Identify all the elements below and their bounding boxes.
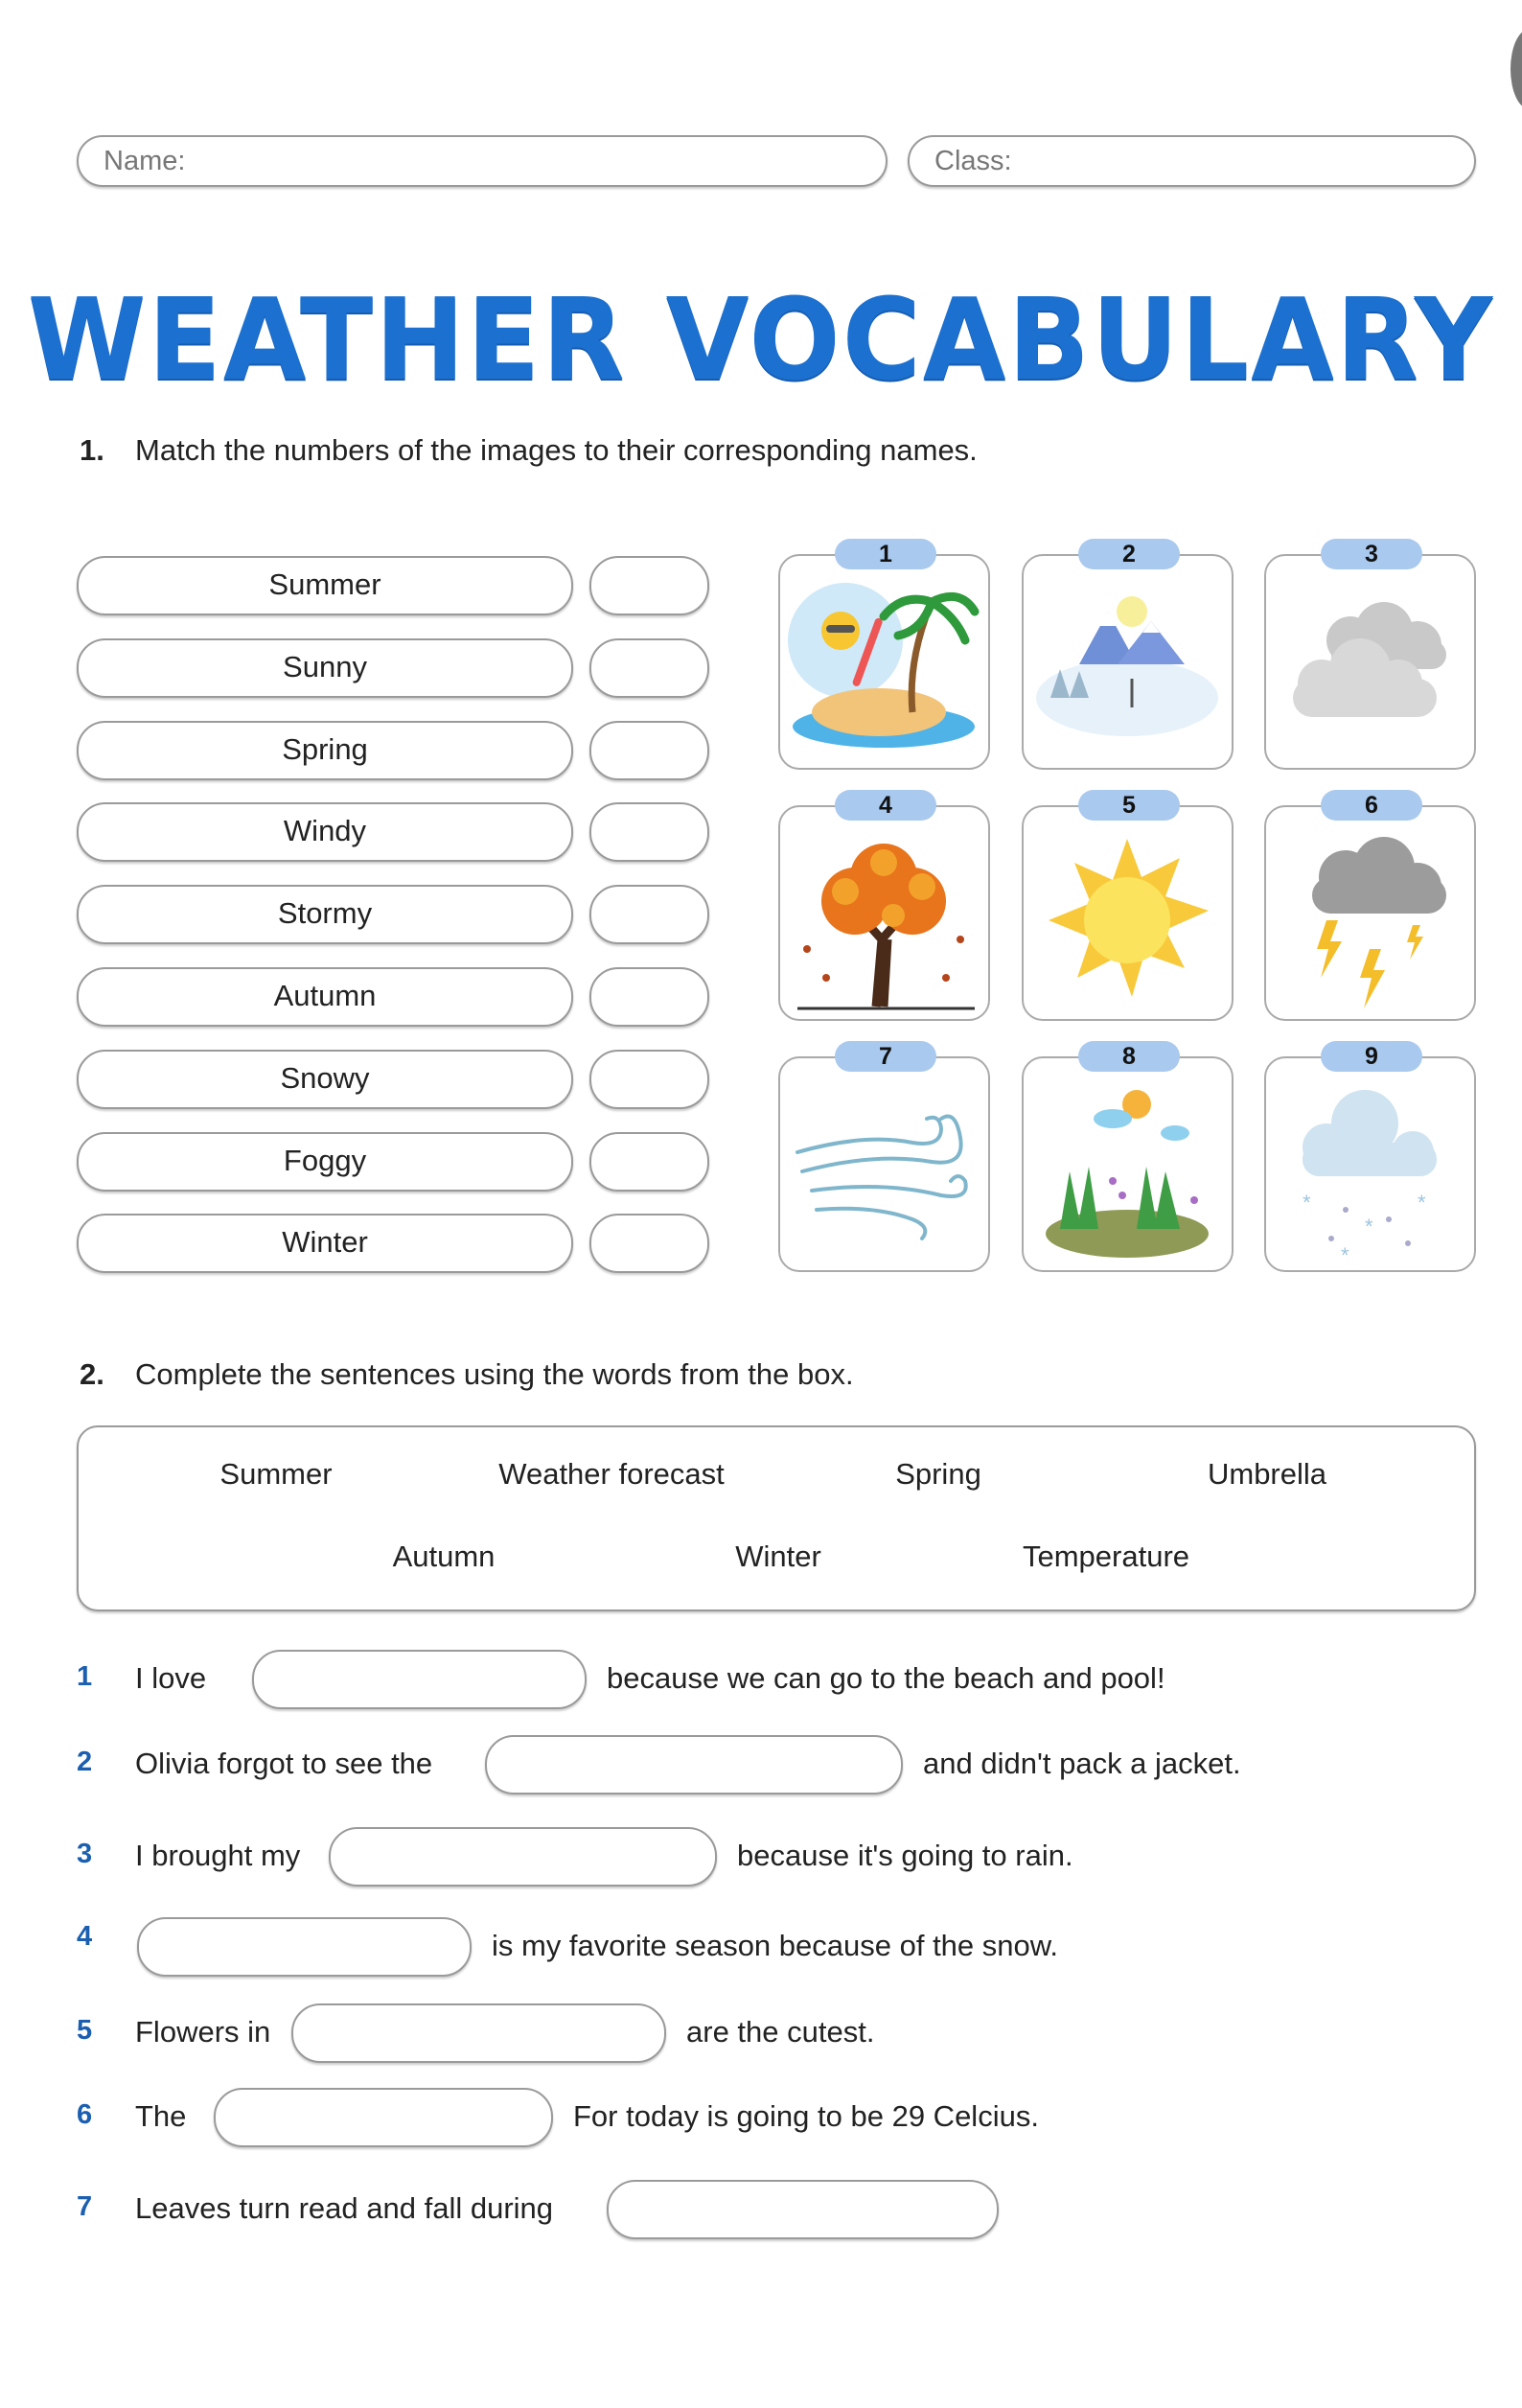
summer-island-icon <box>788 573 980 765</box>
answer-blank-4[interactable] <box>137 1917 472 1977</box>
word-bank-item: Spring <box>895 1457 981 1491</box>
answer-blank-3[interactable] <box>329 1827 717 1887</box>
answer-box[interactable] <box>589 885 709 944</box>
answer-blank-1[interactable] <box>252 1650 587 1709</box>
sentence-text-before: Olivia forgot to see the <box>135 1747 433 1780</box>
instruction-text: Complete the sentences using the words from the box. <box>135 1357 854 1391</box>
sentence-text-before: I brought my <box>135 1839 301 1872</box>
word-item-snowy: Snowy <box>77 1050 573 1109</box>
sentence-text-after: and didn't pack a jacket. <box>923 1747 1241 1780</box>
image-card-6 <box>1264 792 1476 1021</box>
image-card-8 <box>1022 1043 1234 1272</box>
image-number-badge: 6 <box>1321 790 1422 821</box>
fog-clouds-icon <box>1274 573 1465 765</box>
sentence-text-before: Leaves turn read and fall during <box>135 2191 554 2225</box>
sentence-number: 2 <box>77 1747 93 1777</box>
sentence-text-after: because it's going to rain. <box>737 1839 1073 1872</box>
sentence-text-before: I love <box>135 1661 207 1695</box>
word-bank-item: Weather forecast <box>498 1457 725 1491</box>
answer-box[interactable] <box>589 721 709 780</box>
image-number-badge: 8 <box>1078 1041 1180 1072</box>
image-number-badge: 4 <box>835 790 936 821</box>
word-bank-item: Temperature <box>1022 1540 1190 1573</box>
image-number-badge: 2 <box>1078 539 1180 569</box>
winter-landscape-icon <box>1031 573 1223 765</box>
sentence-number: 5 <box>77 2015 93 2046</box>
answer-box[interactable] <box>589 802 709 862</box>
page-title: WEATHER VOCABULARY <box>27 274 1495 406</box>
sentence-text-after: For today is going to be 29 Celcius. <box>573 2099 1039 2133</box>
answer-blank-7[interactable] <box>607 2180 999 2239</box>
image-number-badge: 5 <box>1078 790 1180 821</box>
instruction-text: Match the numbers of the images to their corresponding names. <box>135 433 978 467</box>
sentence-text-after: because we can go to the beach and pool! <box>607 1661 1165 1695</box>
sentence-number: 3 <box>77 1839 93 1869</box>
word-item-spring: Spring <box>77 721 573 780</box>
image-number-badge: 9 <box>1321 1041 1422 1072</box>
sentence-number: 6 <box>77 2099 93 2130</box>
answer-box[interactable] <box>589 556 709 615</box>
name-label: Name: <box>104 146 186 176</box>
answer-box[interactable] <box>589 967 709 1027</box>
word-item-sunny: Sunny <box>77 638 573 698</box>
sentence-number: 7 <box>77 2191 93 2222</box>
answer-blank-6[interactable] <box>214 2088 553 2147</box>
word-bank-box <box>77 1425 1476 1611</box>
svg-text:*: * <box>1303 1191 1311 1215</box>
section-number: 1. <box>80 433 104 467</box>
sentence-text-after: is my favorite season because of the snow. <box>492 1929 1059 1962</box>
image-number-badge: 1 <box>835 539 936 569</box>
storm-cloud-icon <box>1274 824 1465 1016</box>
svg-text:*: * <box>1341 1243 1349 1267</box>
word-bank-item: Umbrella <box>1207 1457 1327 1491</box>
image-number-badge: 7 <box>835 1041 936 1072</box>
answer-blank-5[interactable] <box>291 2003 666 2063</box>
image-card-7 <box>778 1043 990 1272</box>
sentence-number: 4 <box>77 1921 93 1952</box>
image-card-9 <box>1264 1043 1476 1272</box>
word-item-stormy: Stormy <box>77 885 573 944</box>
word-item-foggy: Foggy <box>77 1132 573 1192</box>
word-bank-item: Autumn <box>392 1540 496 1573</box>
scroll-edge-button <box>1510 29 1522 109</box>
image-card-3 <box>1264 541 1476 770</box>
section-number: 2. <box>80 1357 104 1391</box>
class-field[interactable] <box>908 135 1476 187</box>
word-item-autumn: Autumn <box>77 967 573 1027</box>
sun-icon <box>1031 824 1223 1016</box>
image-card-5 <box>1022 792 1234 1021</box>
spring-meadow-icon <box>1031 1076 1223 1267</box>
sentence-text-before: Flowers in <box>135 2015 271 2049</box>
image-card-4 <box>778 792 990 1021</box>
answer-blank-2[interactable] <box>485 1735 903 1794</box>
word-bank-item: Winter <box>735 1540 821 1573</box>
word-item-windy: Windy <box>77 802 573 862</box>
sentence-text-after: are the cutest. <box>686 2015 875 2049</box>
autumn-tree-icon <box>788 824 980 1016</box>
name-field[interactable] <box>77 135 888 187</box>
answer-box[interactable] <box>589 638 709 698</box>
image-card-1 <box>778 541 990 770</box>
snow-cloud-icon <box>1274 1076 1465 1267</box>
class-label: Class: <box>934 146 1012 176</box>
word-item-winter: Winter <box>77 1214 573 1273</box>
svg-text:*: * <box>1418 1191 1426 1215</box>
wind-icon <box>788 1076 980 1267</box>
answer-box[interactable] <box>589 1050 709 1109</box>
image-number-badge: 3 <box>1321 539 1422 569</box>
answer-box[interactable] <box>589 1132 709 1192</box>
svg-text:*: * <box>1365 1215 1373 1239</box>
word-item-summer: Summer <box>77 556 573 615</box>
image-card-2 <box>1022 541 1234 770</box>
word-bank-item: Summer <box>219 1457 333 1491</box>
answer-box[interactable] <box>589 1214 709 1273</box>
sentence-text-before: The <box>135 2099 187 2133</box>
sentence-number: 1 <box>77 1661 93 1692</box>
